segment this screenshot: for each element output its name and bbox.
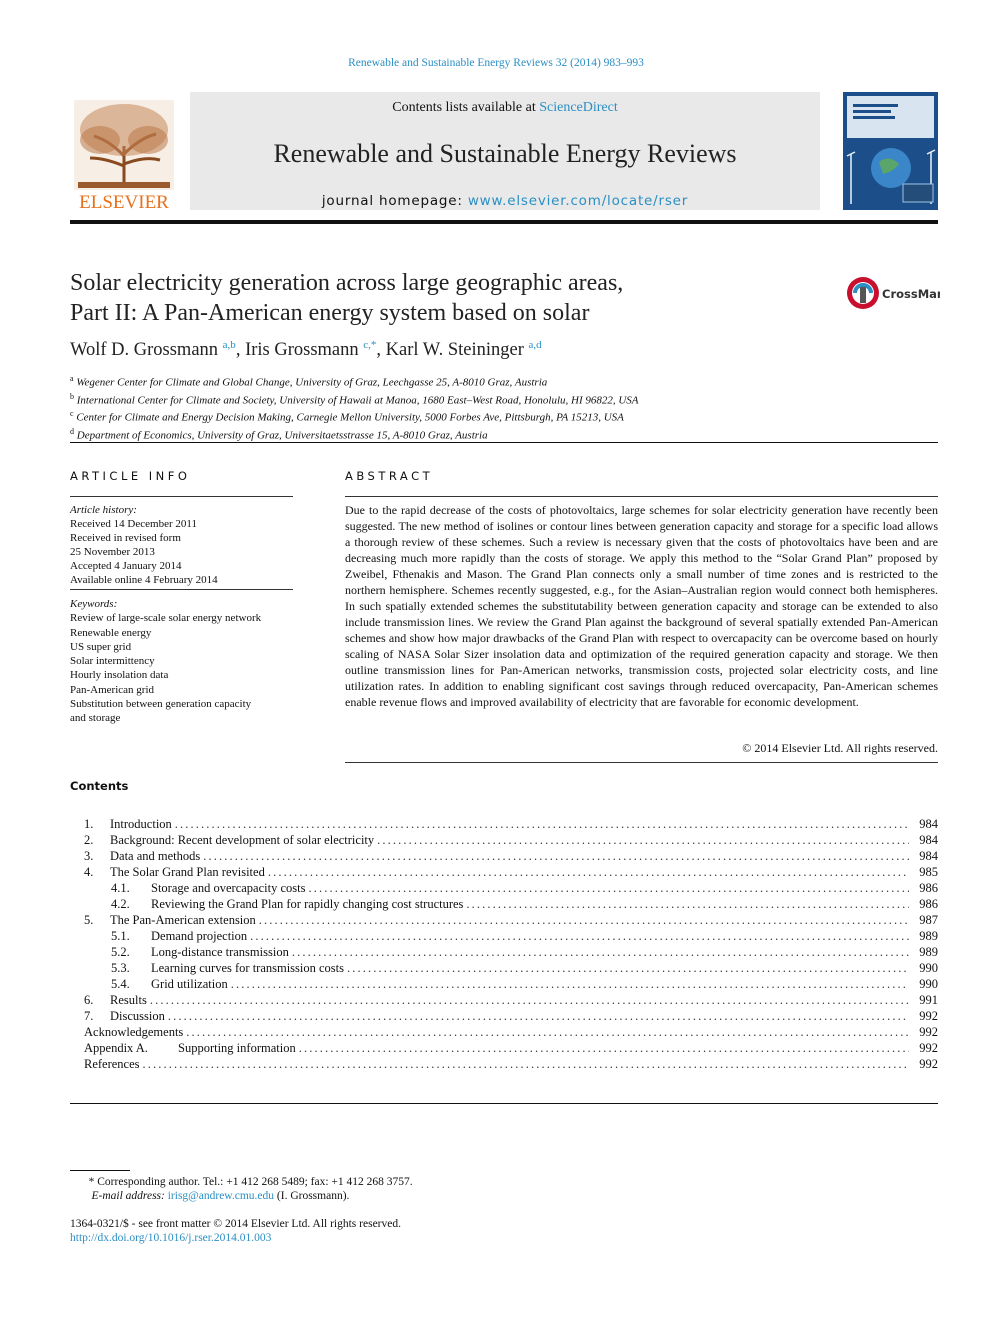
- author-affil-mark[interactable]: c,*: [363, 339, 377, 351]
- toc-number: 7.: [84, 1009, 94, 1023]
- contents-heading: Contents: [70, 779, 129, 793]
- contents-bottom-rule: [70, 1103, 938, 1104]
- homepage-prefix: journal homepage:: [321, 193, 468, 209]
- toc-page-number: 984: [919, 817, 938, 831]
- toc-number: 3.: [84, 849, 94, 863]
- history-item: Received in revised form: [70, 532, 181, 544]
- toc-title[interactable]: Long-distance transmission: [151, 945, 289, 959]
- toc-entry[interactable]: [84, 864, 938, 880]
- keyword-item: Substitution between generation capacity: [70, 698, 252, 711]
- keywords-label: Keywords:: [70, 598, 118, 610]
- toc-page-number: 984: [919, 849, 938, 863]
- toc-leader-dots: [292, 944, 909, 960]
- journal-cover-image: [843, 92, 938, 210]
- toc-page-number: 992: [919, 1009, 938, 1023]
- toc-entry[interactable]: [84, 896, 938, 912]
- toc-leader-dots: [377, 832, 909, 848]
- toc-entry[interactable]: [84, 1056, 938, 1072]
- toc-entry[interactable]: [84, 992, 938, 1008]
- affiliation-item: $^b$ International Center for Climate and Society, University of Hawaii at Manoa, 1680 East–West Road, Honolulu, HI 96822, USA: [70, 391, 639, 407]
- abstract-heading: ABSTRACT: [345, 469, 434, 483]
- toc-entry[interactable]: [84, 928, 938, 944]
- toc-title[interactable]: Storage and overcapacity costs: [151, 881, 306, 895]
- author-separator: ,: [376, 340, 386, 361]
- contents-prefix: Contents lists available at: [392, 100, 540, 115]
- toc-page-number: 990: [919, 977, 938, 991]
- toc-number: 5.1.: [111, 929, 130, 943]
- author-affil-mark[interactable]: a,d: [528, 339, 542, 351]
- toc-title[interactable]: The Solar Grand Plan revisited: [110, 865, 265, 879]
- toc-entry[interactable]: [84, 1040, 938, 1056]
- email-line: [80, 1189, 930, 1203]
- toc-entry[interactable]: [84, 880, 938, 896]
- toc-leader-dots: [259, 912, 909, 928]
- toc-number: 4.2.: [111, 897, 130, 911]
- footnote: [80, 1175, 930, 1203]
- author-name[interactable]: Karl W. Steininger: [385, 340, 524, 361]
- abstract-text: Due to the rapid decrease of the costs of photovoltaics, large schemes for solar electricity generation have recently been suggested. The new method of isolines or contour lines between generation capacity and storage for a specific load allows a thorough review of these schemes. Such a review is necessary given that the costs of photovoltaics have been and are decreasing much more rapidly than the costs of storage. We apply this method to the “Solar Grand Plan” proposed by Zweibel, Fthenakis and Mason. The Grand Plan connects only a small number of time zones and is restricted to the northern hemisphere. Schemes recently suggested, e.g., for the Asian–Australian region would connect both hemispheres. In such spatially extended schemes the substitutability between generation capacity and storage can be extended to also include transmission lines. We review the Grand Plan against the background of several spatially extended Pan-American schemes and show how major drawbacks of the Grand Plan with respect to overcapacity can be overcome based on hourly scaling of NASA Solar Sizer insolation data and optimization of the required generation capacity and storage. We then outline transmission lines for Pan-American networks, transmission costs, projected solar electricity costs, and line utilization rates. In addition to enabling significant cost savings through reduced overcapacity, Pan-American schemes enable revenue flows and improved availability of electricity that are favorable for economic development.: [345, 503, 938, 709]
- toc-page-number: 987: [919, 913, 938, 927]
- toc-title[interactable]: Results: [110, 993, 147, 1007]
- author-name[interactable]: Wolf D. Grossmann: [70, 340, 219, 361]
- doi-link[interactable]: http://dx.doi.org/10.1016/j.rser.2014.01.003: [70, 1232, 272, 1244]
- affiliation-item: $^a$ Wegener Center for Climate and Global Change, University of Graz, Leechgasse 25, A-8010 Graz, Austria: [70, 374, 548, 389]
- toc-entry[interactable]: [84, 912, 938, 928]
- sciencedirect-link[interactable]: ScienceDirect: [539, 100, 618, 115]
- toc-leader-dots: [231, 976, 909, 992]
- journal-name: Renewable and Sustainable Energy Reviews: [273, 139, 737, 168]
- toc-page-number: 992: [919, 1057, 938, 1071]
- toc-leader-dots: [347, 960, 909, 976]
- toc-entry[interactable]: [84, 848, 938, 864]
- toc-page-number: 984: [919, 833, 938, 847]
- keyword-item: Pan-American grid: [70, 683, 154, 696]
- toc-title[interactable]: Acknowledgements: [84, 1025, 184, 1039]
- toc-number: 4.1.: [111, 881, 130, 895]
- keyword-item: Hourly insolation data: [70, 669, 169, 682]
- toc-leader-dots: [308, 880, 909, 896]
- footnote-rule: [70, 1170, 130, 1171]
- email-link[interactable]: irisg@andrew.cmu.edu: [167, 1190, 275, 1202]
- history-item: Accepted 4 January 2014: [70, 560, 182, 572]
- section-rule: [70, 442, 938, 443]
- toc-leader-dots: [168, 1008, 909, 1024]
- crossmark-badge[interactable]: [845, 275, 940, 311]
- contents-available-line: [190, 100, 820, 116]
- toc-page-number: 989: [919, 945, 938, 959]
- keyword-item: Renewable energy: [70, 626, 152, 639]
- issn-line: 1364-0321/$ - see front matter © 2014 Elsevier Ltd. All rights reserved.: [70, 1218, 401, 1230]
- keyword-item: Review of large-scale solar energy network: [70, 612, 262, 625]
- author-list: [70, 339, 542, 361]
- toc-number: 5.3.: [111, 961, 130, 975]
- keyword-item: US super grid: [70, 640, 132, 653]
- toc-leader-dots: [250, 928, 909, 944]
- affiliation-item: $^c$ Center for Climate and Energy Decision Making, Carnegie Mellon University, 5000 Forbes Ave, Pittsburgh, PA 15213, USA: [70, 409, 624, 424]
- toc-title[interactable]: Demand projection: [151, 929, 248, 943]
- toc-title[interactable]: The Pan-American extension: [110, 913, 256, 927]
- article-title: [70, 268, 790, 328]
- toc-page-number: 990: [919, 961, 938, 975]
- toc-page-number: 992: [919, 1041, 938, 1055]
- article-history: [70, 503, 295, 587]
- author-separator: ,: [235, 340, 246, 361]
- article-info-rule: [70, 496, 293, 497]
- article-info-heading: ARTICLE INFO: [70, 469, 191, 483]
- abstract-rule: [345, 762, 938, 763]
- toc-page-number: 985: [919, 865, 938, 879]
- journal-citation[interactable]: Renewable and Sustainable Energy Reviews 32 (2014) 983–993: [348, 57, 644, 69]
- corresponding-author-note: * Corresponding author. Tel.: +1 412 268 5489; fax: +1 412 268 3757.: [80, 1176, 413, 1188]
- toc-leader-dots: [299, 1040, 909, 1056]
- elsevier-logo: [70, 96, 178, 212]
- toc-page-number: 989: [919, 929, 938, 943]
- issn-block: [70, 1217, 930, 1245]
- history-label: Article history:: [70, 504, 137, 516]
- keyword-item: Solar intermittency: [70, 655, 155, 668]
- toc-leader-dots: [175, 816, 909, 832]
- toc-number: 6.: [84, 993, 94, 1007]
- toc-title[interactable]: Supporting information: [178, 1041, 296, 1055]
- elsevier-wordmark: ELSEVIER: [79, 192, 169, 212]
- toc-title[interactable]: Discussion: [110, 1009, 165, 1023]
- title-line-1: Solar electricity generation across large geographic areas,: [70, 270, 624, 296]
- toc-page-number: 986: [919, 881, 938, 895]
- history-item: Received 14 December 2011: [70, 518, 197, 530]
- toc-leader-dots: [186, 1024, 909, 1040]
- toc-title[interactable]: Grid utilization: [151, 977, 228, 991]
- journal-homepage: [190, 193, 820, 209]
- toc-title[interactable]: Data and methods: [110, 849, 201, 863]
- toc-number: 1.: [84, 817, 94, 831]
- crossmark-label: CrossMar: [882, 287, 940, 301]
- toc-number: 5.2.: [111, 945, 130, 959]
- toc-entry[interactable]: [84, 976, 938, 992]
- toc-entry[interactable]: [84, 1008, 938, 1024]
- toc-entry[interactable]: [84, 1024, 938, 1040]
- toc-title[interactable]: Introduction: [110, 817, 172, 831]
- history-item: Available online 4 February 2014: [70, 574, 218, 586]
- abstract-rule: [345, 496, 938, 497]
- toc-title[interactable]: References: [84, 1057, 140, 1071]
- toc-page-number: 992: [919, 1025, 938, 1039]
- table-of-contents: [84, 816, 938, 1072]
- toc-page-number: 991: [919, 993, 938, 1007]
- article-info-rule: [70, 589, 293, 590]
- toc-leader-dots: [150, 992, 909, 1008]
- abstract-copyright: © 2014 Elsevier Ltd. All rights reserved.: [742, 741, 938, 755]
- toc-leader-dots: [466, 896, 909, 912]
- history-item: 25 November 2013: [70, 546, 155, 558]
- author-name[interactable]: Iris Grossmann: [245, 340, 359, 361]
- toc-number: 2.: [84, 833, 94, 847]
- toc-title[interactable]: Learning curves for transmission costs: [151, 961, 345, 975]
- email-suffix: (I. Grossmann).: [274, 1190, 350, 1202]
- toc-title[interactable]: Reviewing the Grand Plan for rapidly changing cost structures: [151, 897, 464, 911]
- author-affil-mark[interactable]: a,b: [222, 339, 236, 351]
- toc-entry[interactable]: [84, 832, 938, 848]
- keyword-item: and storage: [70, 712, 121, 725]
- toc-page-number: 986: [919, 897, 938, 911]
- affiliation-item: $^d$ Department of Economics, University of Graz, Universitaetsstrasse 15, A-8010 Graz, Austria: [70, 426, 488, 442]
- toc-title[interactable]: Background: Recent development of solar electricity: [110, 833, 375, 847]
- keyword-list: [70, 597, 295, 726]
- toc-number: Appendix A.: [84, 1041, 148, 1055]
- toc-leader-dots: [143, 1056, 909, 1072]
- toc-entry[interactable]: [84, 960, 938, 976]
- homepage-link[interactable]: www.elsevier.com/locate/rser: [467, 193, 689, 209]
- toc-leader-dots: [203, 848, 909, 864]
- email-label: E-mail address:: [91, 1190, 165, 1202]
- toc-number: 5.4.: [111, 977, 130, 991]
- toc-number: 4.: [84, 865, 94, 879]
- title-line-2: Part II: A Pan-American energy system based on solar: [70, 300, 590, 326]
- header-rule: [70, 220, 938, 224]
- toc-entry[interactable]: [84, 944, 938, 960]
- toc-entry[interactable]: [84, 816, 938, 832]
- toc-leader-dots: [268, 864, 909, 880]
- affiliation-list: [70, 372, 938, 443]
- toc-number: 5.: [84, 913, 94, 927]
